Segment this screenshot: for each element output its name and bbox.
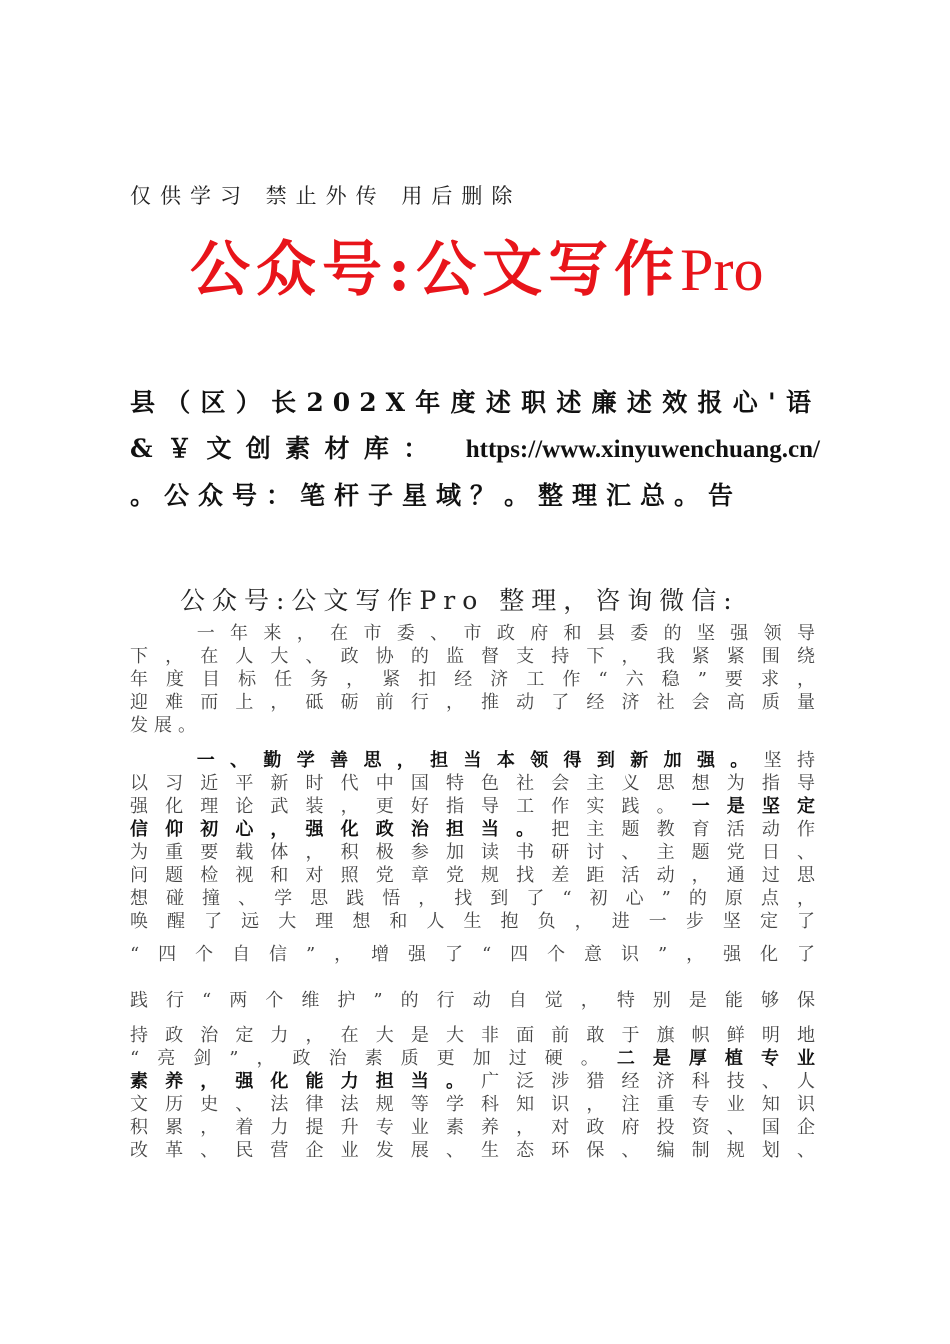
p2-rest (130, 1024, 815, 1162)
p2-line-5: 为重要载体，积极参加读书研讨、主题党日、 (130, 842, 815, 863)
p1-line-3: 年度目标任务，紧扣经济工作“六稳”要求， (130, 669, 815, 690)
p2-line-4: 信仰初心，强化政治担当。把主题教育活动作 (130, 819, 816, 840)
document-title (130, 380, 820, 519)
p2-line-12: “亮剑”，政治素质更加过硬。二是厚植专业 (130, 1048, 815, 1069)
p2-line-11: 持政治定力，在大是大非面前敢于旗帜鲜明地 (130, 1025, 815, 1046)
paragraph-1 (130, 622, 815, 737)
title-part1: 县（区）长202X年度述职述廉述效报心'语&￥文创素材库： (130, 388, 820, 463)
usage-notice: 仅供学习 禁止外传 用后删除 (130, 184, 522, 208)
p1-line-5: 发展。 (130, 715, 202, 736)
section-heading: 一、勤学善思，担当本领得到新加强。 (130, 750, 764, 771)
p2-line-10-wrap (130, 989, 815, 1012)
p2-line-7: 想碰撞、学思践悟，找到了“初心”的原点， (130, 888, 815, 909)
p2-line-14: 文历史、法律法规等学科知识，注重专业知识 (130, 1094, 815, 1115)
p2-line-2: 以习近平新时代中国特色社会主义思想为指导 (130, 773, 815, 794)
p2-line-8: 唤醒了远大理想和人生抱负，进一步坚定了 (130, 911, 815, 932)
p2-line-6: 问题检视和对照党章党规找差距活动，通过思 (130, 865, 815, 886)
p1-line-2: 下，在人大、政协的监督支持下，我紧紧围绕 (130, 646, 815, 667)
p2-line-9-wrap (130, 943, 815, 966)
brand-cn: 公众号:公文写作 (190, 235, 681, 305)
brand-pro: Pro (680, 237, 764, 303)
p2-line-16: 改革、民营企业发展、生态环保、编制规划、 (130, 1140, 815, 1161)
p1-line-4: 迎难而上，砥砺前行，推动了经济社会高质量 (130, 692, 815, 713)
p2-line-13: 素养，强化能力担当。广泛涉猎经济科技、人 (130, 1071, 816, 1092)
p2-line-10: 践行“两个维护”的行动自觉，特别是能够保 (130, 990, 815, 1011)
paragraph-2 (130, 749, 815, 933)
p2-line-3: 强化理论武装，更好指导工作实践。一是坚定 (130, 796, 816, 817)
title-part2: 。公众号：笔杆子星域？。整理汇总。告 (130, 481, 743, 510)
title-link[interactable]: https://www.xinyuwenchuang.cn/ (465, 436, 820, 463)
p2-line-15: 积累，着力提升专业素养，对政府投资、国企 (130, 1117, 815, 1138)
p1-line-1: 一年来，在市委、市政府和县委的坚强领导 (130, 623, 815, 644)
p2-line-9: “四个自信”，增强了“四个意识”，强化了 (130, 944, 815, 965)
intro-line: 公众号:公文写作Pro 整理，咨询微信: (180, 586, 739, 615)
brand-watermark (190, 222, 764, 308)
p2-line-1: 一、勤学善思，担当本领得到新加强。坚持 (130, 750, 816, 771)
